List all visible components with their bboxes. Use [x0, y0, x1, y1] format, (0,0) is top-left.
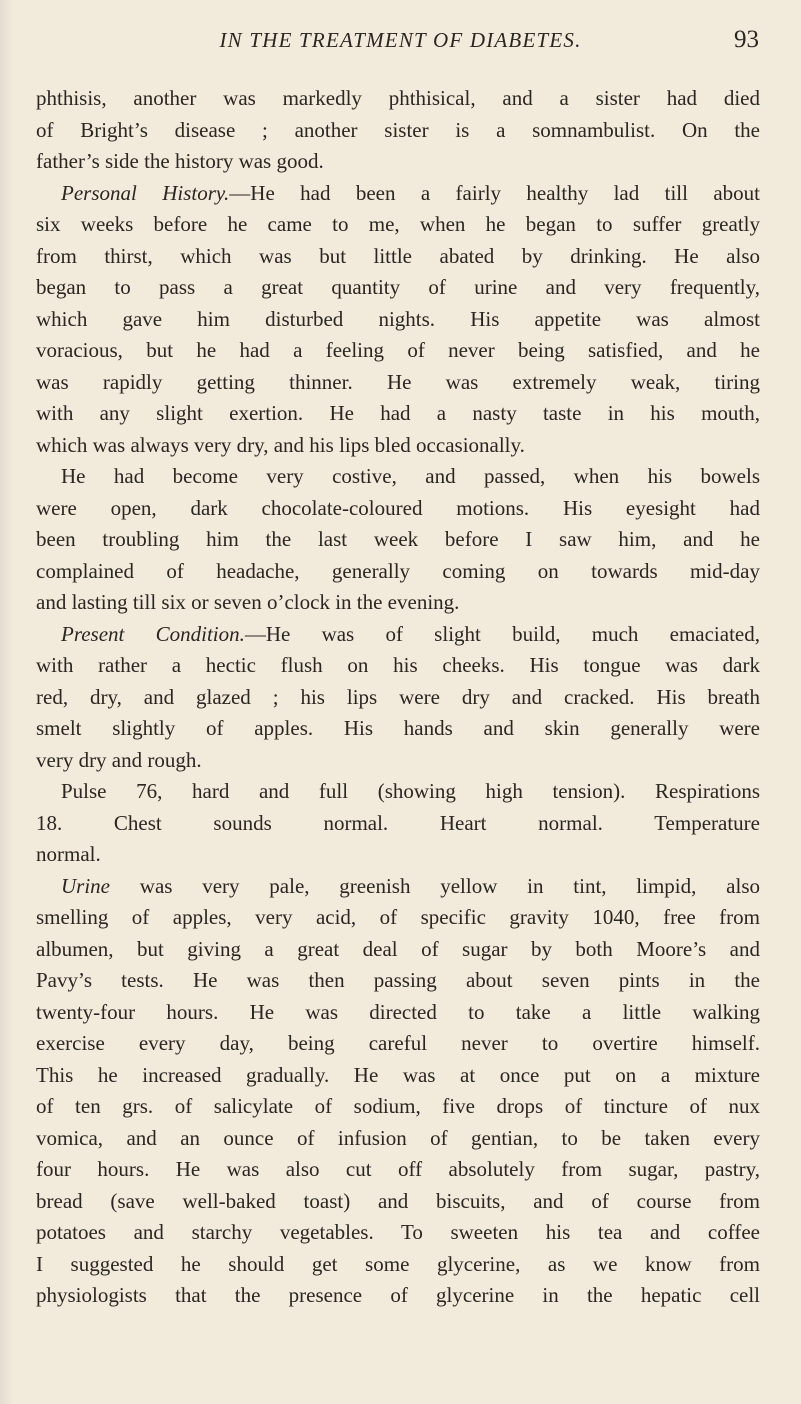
text-line: began to pass a great quantity of urine and very frequently, [36, 275, 760, 299]
text-line: very dry and rough. [36, 747, 202, 772]
section-heading: Present Condition. [61, 621, 245, 646]
text-line: This he increased gradually. He was at once put on a mixture [36, 1062, 760, 1087]
text-line: Pavy’s tests. He was then passing about seven pints in the [36, 968, 760, 992]
text-line: with rather a hectic flush on his cheeks. His tongue was dark [36, 653, 760, 677]
text-line: smelling of apples, very acid, of specific gravity 1040, free from [36, 905, 760, 929]
section-heading-line: Urine was very pale, greenish yellow in tint, limpid, also [61, 873, 760, 898]
text-line: smelt slightly of apples. His hands and skin generally were [36, 716, 760, 740]
text-line: from thirst, which was but little abated by drinking. He also [36, 243, 760, 268]
text-line: was rapidly getting thinner. He was extremely weak, tiring [36, 369, 760, 394]
text-line: phthisis, another was markedly phthisical, and a sister had died [36, 86, 760, 110]
text-line: Pulse 76, hard and full (showing high tension). Respirations [61, 779, 760, 803]
text-line: six weeks before he came to me, when he began to suffer greatly [36, 212, 760, 236]
text-line: normal. [36, 842, 101, 866]
text-line: and lasting till six or seven o’clock in the evening. [36, 590, 460, 614]
text-line: bread (save well-baked toast) and biscuits, and of course from [36, 1188, 760, 1213]
text-line: twenty-four hours. He was directed to take a little walking [36, 999, 760, 1024]
text-line: physiologists that the presence of glycerine in the hepatic cell [36, 1283, 760, 1307]
page-header [0, 24, 801, 64]
text-line: were open, dark chocolate-coloured motions. His eyesight had [36, 495, 760, 520]
text-line: I suggested he should get some glycerine, as we know from [36, 1251, 760, 1276]
text-line: which gave him disturbed nights. His appetite was almost [36, 306, 760, 331]
text-line: complained of headache, generally coming on towards mid-day [36, 558, 760, 583]
text-line: of ten grs. of salicylate of sodium, five drops of tincture of nux [36, 1094, 760, 1118]
body-text [36, 83, 760, 1312]
text-line: voracious, but he had a feeling of never being satisfied, and he [36, 338, 760, 362]
text-line: 18. Chest sounds normal. Heart normal. Temperature [36, 810, 760, 835]
text-line: potatoes and starchy vegetables. To sweeten his tea and coffee [36, 1220, 760, 1244]
running-head: IN THE TREATMENT OF DIABETES. [219, 28, 582, 52]
text-line: father’s side the history was good. [36, 149, 324, 173]
text-line: of Bright’s disease ; another sister is a somnambulist. On the [36, 117, 760, 142]
section-heading-line: Present Condition.—He was of slight build, much emaciated, [61, 621, 760, 646]
page-number: 93 [734, 26, 759, 53]
text-line: vomica, and an ounce of infusion of gentian, to be taken every [36, 1125, 760, 1150]
section-heading-line: Personal History.—He had been a fairly healthy lad till about [61, 180, 760, 205]
text-line: with any slight exertion. He had a nasty taste in his mouth, [36, 401, 760, 425]
section-heading: Urine [61, 873, 110, 898]
text-line: which was always very dry, and his lips bled occasionally. [36, 432, 525, 457]
section-heading: Personal History. [61, 180, 230, 205]
text-line: exercise every day, being careful never to overtire himself. [36, 1031, 760, 1055]
text-line: been troubling him the last week before I saw him, and he [36, 527, 760, 551]
text-line: He had become very costive, and passed, when his bowels [61, 464, 760, 488]
text-line: albumen, but giving a great deal of sugar by both Moore’s and [36, 936, 760, 961]
text-line: red, dry, and glazed ; his lips were dry and cracked. His breath [36, 684, 760, 709]
text-line: four hours. He was also cut off absolutely from sugar, pastry, [36, 1157, 760, 1181]
